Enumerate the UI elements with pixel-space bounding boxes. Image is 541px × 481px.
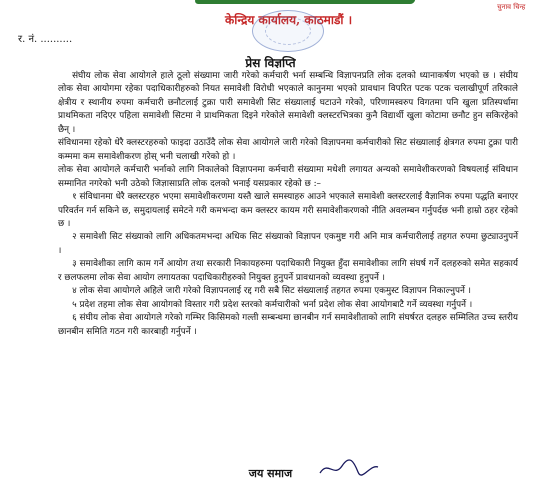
party-name-banner — [194, 0, 417, 4]
demand-item-2: २ समावेशी सिट संख्याको लागि अधिकतमभन्दा अधिक सिट संख्याको विज्ञापन एकमुष्ट गरी अनि मात्र कर्मचारीलाई तहगत रुपमा छुट्याउनुपर्ने । — [58, 232, 518, 256]
paragraph-clusters: संविधानमा रहेको धेरै क्लस्टरहरुको फाइदा उठाउँदै लोक सेवा आयोगले जारी गरेको विज्ञापनमा कर्मचारीको सिट संख्यालाई क्षेत्रगत रुपमा टुक्रा पारी कम्ममा कम समावेशीकरण होस् भनी चलाखी गरेको हो । — [58, 138, 518, 162]
demand-item-6: ६ संघीय लोक सेवा आयोगले गरेको गम्भिर किसिमको गल्ती सम्बन्धमा छानबीन गर्न समावेशीताको लागि संघर्षरत दलहरु सम्मिलित उच्च स्तरीय छानबीन समिति गठन गरी कारबाही गर्नुपर्ने । — [58, 313, 518, 337]
party-seal-stamp — [252, 10, 324, 52]
seal-inner-ring — [265, 17, 311, 45]
intro-paragraph: संघीय लोक सेवा आयोगले हाले ठूलो संख्यामा जारी गरेको कर्मचारी भर्ना सम्बन्धि विज्ञापनप्रति लोक दलको ध्यानाकर्षण भएको छ । संघीय लोक सेवा आयोगमा रहेका पदाधिकारीहरुको नियत समावेशी विरोधी भएकाले कानुनमा भएको प्रावधान विपरित पटक पटक चलाखीपूर्ण तरिकाले क्षेत्रीय र स्थानीय रुपमा कर्मचारी छनौटलाई टुक्रा पारी समावेशी सिट संख्यालाई घटाउने गरेको, परिणामस्वरुप विगतमा पनि खुला प्रतिस्पर्धामा प्राथमिकता नदिएर पहिला समावेशी सिटमा ने प्राथमिकता दिइने गरेकोले समावेशी क्लस्टरभित्रका कुनै विद्यार्थी खुला कोटामा छनौट हुन सकिरहेको छैन् । — [58, 71, 518, 135]
press-release-title: प्रेस विज्ञप्ति — [245, 56, 296, 70]
demand-item-1: १ संविधानमा धेरै क्लस्टरहरु भएमा समावेशीकरणमा यस्तै खाले समस्याहरु आउने भएकाले समावेशी क्लस्टरलाई वैज्ञानिक रुपमा पद्धति बनाएर परिवर्तन गर्न सकिने छ, समुदायलाई समेटने गरी कमभन्दा कम क्लस्टर कायम गरी समावेशीकरणको नीति अवलम्बन गर्नुपर्दछ भनी हाम्रो ठहर रहेको छ । — [58, 192, 518, 229]
press-release-body — [58, 70, 518, 339]
election-sign-label: चुनाव चिन्ह — [497, 3, 526, 11]
party-office-subtitle: केन्द्रिय कार्यालय, काठमाडौं । — [225, 13, 353, 27]
demand-item-3: ३ समावेशीका लागि काम गर्ने आयोग तथा सरकारी निकायहरुमा पदाधिकारी नियुक्त हुँदा समावेशीका लागि संघर्ष गर्ने दलहरुको समेत सहकार्य र छलफलमा लोक सेवा आयोग लगायतका पदाधिकारीहरुको नियुक्त हुनुपर्ने प्रावधानको व्यवस्था हुनुपर्ने । — [58, 259, 518, 283]
demand-item-4: ४ लोक सेवा आयोगले अहिले जारी गरेको विज्ञापनलाई रद्द गरी सबै सिट संख्यालाई तहगत रुपमा एकमुस्ट विज्ञापन निकाल्नुपर्ने । — [72, 286, 472, 297]
demand-item-5: ५ प्रदेश तहमा लोक सेवा आयोगको विस्तार गरी प्रदेश स्तरको कर्मचारीको भर्ना प्रदेश लोक सेवा आयोगबाटै गर्ने व्यवस्था गर्नुपर्ने । — [72, 299, 473, 310]
paragraph-party-view: लोक सेवा आयोगले कर्मचारी भर्नाको लागि निकालेको विज्ञापनमा कर्मचारी संख्यामा मधेशी लगायत अन्यको समावेशीकरणको विषयलाई संविधान सम्मानित नगरेको भनी उठेको जिज्ञासाप्रति लोक दलको भनाई यसप्रकार रहेको छ :– — [58, 165, 518, 189]
closing-slogan: जय समाज — [248, 467, 293, 480]
reference-number: र. नं. .......... — [18, 34, 73, 45]
